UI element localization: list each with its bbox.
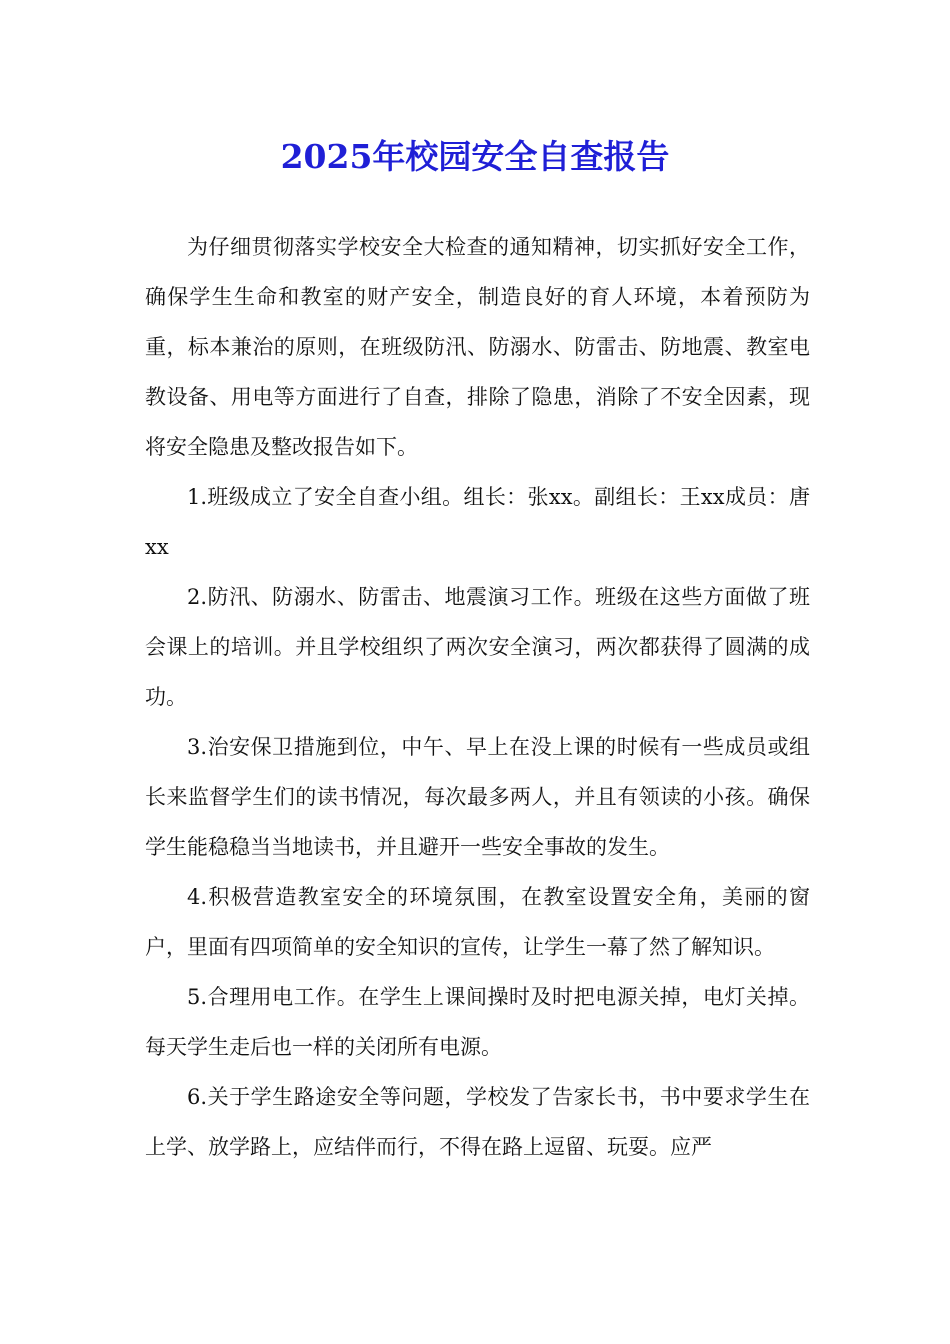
paragraph-item-1: 1.班级成立了安全自查小组。组长：张xx。副组长：王xx成员：唐xx (145, 485, 810, 559)
paragraph-item-4: 4.积极营造教室安全的环境氛围，在教室设置安全角，美丽的窗户，里面有四项简单的安全知识的宣传，让学生一幕了然了解知识。 (145, 885, 810, 959)
paragraph-intro: 为仔细贯彻落实学校安全大检查的通知精神，切实抓好安全工作，确保学生生命和教室的财产安全，制造良好的育人环境，本着预防为重，标本兼治的原则，在班级防汛、防溺水、防雷击、防地震、教室电教设备、用电等方面进行了自查，排除了隐患，消除了不安全因素，现将安全隐患及整改报告如下。 (145, 235, 810, 459)
paragraph-item-6: 6.关于学生路途安全等问题，学校发了告家长书，书中要求学生在上学、放学路上，应结伴而行，不得在路上逗留、玩耍。应严 (145, 1085, 810, 1159)
paragraph-item-3: 3.治安保卫措施到位，中午、早上在没上课的时候有一些成员或组长来监督学生们的读书情况，每次最多两人，并且有领读的小孩。确保学生能稳稳当当地读书，并且避开一些安全事故的发生。 (145, 735, 810, 859)
document-body (145, 222, 810, 1172)
paragraph-item-2: 2.防汛、防溺水、防雷击、地震演习工作。班级在这些方面做了班会课上的培训。并且学校组织了两次安全演习，两次都获得了圆满的成功。 (145, 585, 810, 709)
document-title: 2025年校园安全自查报告 (280, 137, 670, 176)
paragraph-item-5: 5.合理用电工作。在学生上课间操时及时把电源关掉，电灯关掉。每天学生走后也一样的关闭所有电源。 (145, 985, 810, 1059)
